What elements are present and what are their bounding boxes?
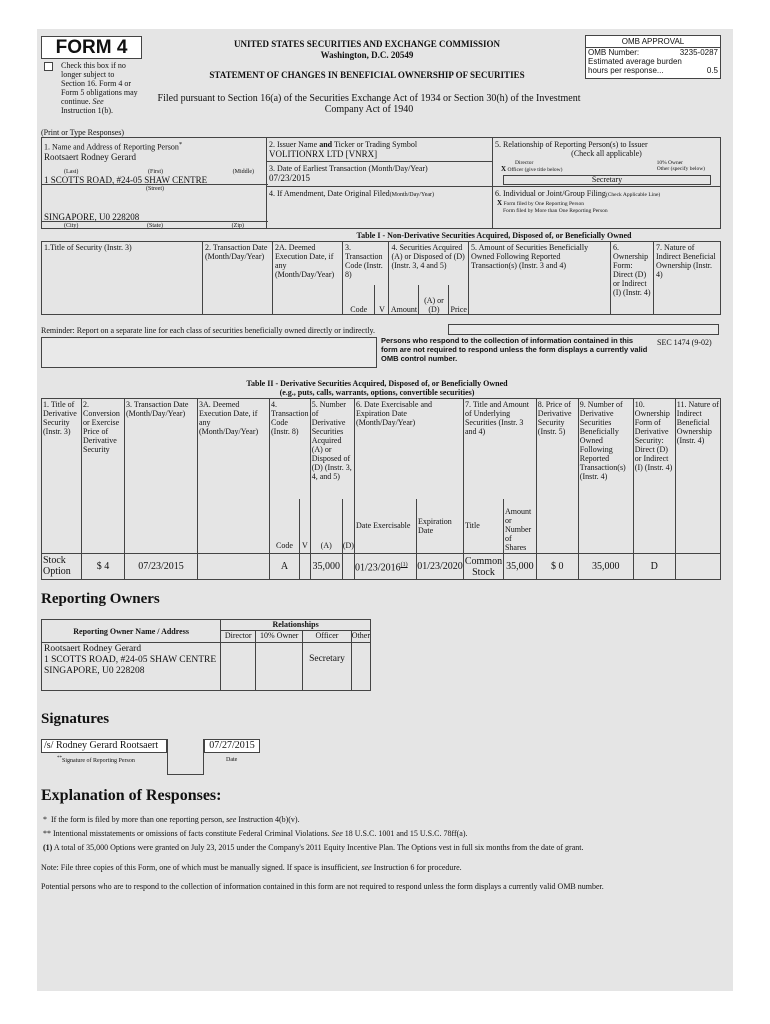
table2-title: Table II - Derivative Securities Acquired, Disposed of, or Beneficially Owned	[246, 379, 508, 388]
form-title-box	[41, 36, 142, 59]
signature-value: /s/ Rodney Gerard Rootsaert	[41, 739, 167, 753]
t1-amount: Amount	[389, 285, 419, 315]
t2-h9: 9. Number of Derivative Securities Beneficially Owned Following Reported Transaction(s) (Instr. 4)	[578, 399, 633, 554]
relationships-header: Relationships	[221, 620, 371, 631]
t1-col-date: 2. Transaction Date (Month/Day/Year)	[203, 242, 273, 315]
owner-name-header: Reporting Owner Name / Address	[42, 620, 221, 643]
t2-h10: 10. Ownership Form of Derivative Security: Direct (D) or Indirect (I) (Instr. 4)	[633, 399, 675, 554]
notice-left-box	[41, 337, 377, 368]
omb-hours-label: hours per response...	[588, 66, 664, 75]
t2-row-code: A	[270, 554, 300, 580]
street-label: (Street)	[146, 186, 164, 192]
footnote-1-link[interactable]: (1)	[400, 561, 408, 568]
box1-label: 1. Name and Address of Reporting Person	[44, 142, 179, 152]
t2-h6: 6. Date Exercisable and Expiration Date (Month/Day/Year)	[355, 399, 464, 499]
t2-h7: 7. Title and Amount of Underlying Securities (Instr. 3 and 4)	[463, 399, 536, 499]
owner-other-cell	[351, 643, 370, 691]
t2-h5: 5. Number of Derivative Securities Acquired (A) or Disposed of (D) (Instr. 3, 4, and 5)	[310, 399, 354, 499]
t1-col-code: 3. Transaction Code (Instr. 8)	[343, 242, 389, 285]
t2-row-owned: 35,000	[578, 554, 633, 580]
t1-col-acquired: 4. Securities Acquired (A) or Disposed of (D) (Instr. 3, 4 and 5)	[389, 242, 469, 285]
sec-code: SEC 1474 (9-02)	[657, 338, 712, 347]
no-longer-subject-checkbox[interactable]	[44, 62, 53, 71]
omb-burden-label: Estimated average burden	[588, 57, 682, 66]
officer-label: Officer (give title below)	[507, 167, 563, 173]
box6-one-person: Form filed by One Reporting Person	[503, 201, 584, 207]
city-label: (City)	[64, 223, 79, 229]
zip-label: (Zip)	[231, 223, 244, 229]
omb-title: OMB APPROVAL	[586, 36, 720, 48]
t2-row-title: Common Stock	[464, 555, 503, 578]
t2-h3a: 3A. Deemed Execution Date, if any (Month/Day/Year)	[198, 399, 270, 554]
box5	[493, 137, 721, 186]
t2-row-v	[300, 554, 311, 580]
t1-col-amount-owned: 5. Amount of Securities Beneficially Owned Following Reported Transaction(s) (Instr. 3 and 4)	[469, 242, 611, 315]
filed-pursuant: Filed pursuant to Section 16(a) of the Securities Exchange Act of 1934 or Section 30(h) of the Investment Company Act of 1940	[157, 93, 581, 115]
box6-label: 6. Individual or Joint/Group Filing	[495, 189, 606, 198]
box4-label: 4. If Amendment, Date Original Filed	[269, 189, 390, 198]
box6: 6. Individual or Joint/Group Filing(Check Applicable Line) X Form filed by One Reporting Person Form filed by More than One Reporting Person	[493, 186, 721, 229]
t2-sub-a: (A)	[310, 499, 342, 554]
t1-v: V	[375, 285, 389, 315]
table1-title: Table I - Non-Derivative Securities Acquired, Disposed of, or Beneficially Owned	[356, 231, 632, 240]
t2-h1: 1. Title of Derivative Security (Instr. 3)	[42, 399, 82, 554]
t2-sub-title: Title	[463, 499, 503, 554]
city-line: SINGAPORE, U0 228208	[44, 212, 140, 222]
potential-persons-text: Potential persons who are to respond to the collection of information contained in this form are not required to respond unless the form displays a currently valid OMB number.	[41, 882, 604, 891]
statement-title: STATEMENT OF CHANGES IN BENEFICIAL OWNERSHIP OF SECURITIES	[209, 70, 525, 80]
t2-sub-date-exercisable: Date Exercisable	[355, 499, 417, 554]
last-label: (Last)	[64, 169, 79, 175]
t2-h2: 2. Conversion or Exercise Price of Derivative Security	[82, 399, 125, 554]
footnote-star: * If the form is filed by more than one reporting person, see Instruction 4(b)(v).	[43, 815, 300, 824]
reporting-owners-heading: Reporting Owners	[41, 591, 160, 607]
t1-col-nature: 7. Nature of Indirect Beneficial Ownership (Instr. 4)	[654, 242, 721, 315]
footnote-1: (1) A total of 35,000 Options were granted on July 23, 2015 under the Company's 2011 Equity Incentive Plan. The Options vest in full six months from the date of grant.	[43, 843, 584, 852]
owner-director-cell	[221, 643, 256, 691]
agency-name: UNITED STATES SECURITIES AND EXCHANGE COMMISSION	[234, 39, 500, 49]
box2: 2. Issuer Name and Ticker or Trading Symbol VOLITIONRX LTD [VNRX]	[267, 137, 493, 161]
t2-h8: 8. Price of Derivative Security (Instr. 5)	[536, 399, 578, 554]
t2-h3: 3. Transaction Date (Month/Day/Year)	[125, 399, 198, 554]
officer-title: Secretary	[503, 175, 711, 185]
other-label: Other (specify below)	[656, 166, 705, 172]
street-address: 1 SCOTTS ROAD, #24-05 SHAW CENTRE	[44, 175, 208, 185]
table2-subtitle: (e.g., puts, calls, warrants, options, convertible securities)	[279, 388, 475, 397]
box6-more-persons: Form filed by More than One Reporting Person	[503, 208, 608, 214]
t2-row-expiration: 01/23/2020	[417, 554, 464, 580]
t1-aord: (A) or (D)	[419, 285, 449, 315]
owner-line1: Rootsaert Rodney Gerard	[44, 644, 142, 654]
omb-number-label: OMB Number:	[588, 48, 640, 57]
signatures-heading: Signatures	[41, 711, 110, 727]
check-box-label: Check this box if no longer subject to Section 16. Form 4 or Form 5 obligations may continue. See Instruction 1(b).	[61, 61, 138, 115]
t2-sub-d: (D)	[342, 499, 354, 554]
date-label: Date	[226, 757, 238, 763]
t1-price: Price	[449, 285, 469, 315]
ten-percent-owner-label: 10% Owner	[656, 160, 683, 166]
t2-row-d	[342, 554, 354, 580]
signature-date: 07/27/2015	[204, 739, 260, 753]
signature-spacer	[167, 739, 204, 775]
t2-sub-expiration: Expiration Date	[417, 499, 464, 554]
t1-code: Code	[343, 285, 375, 315]
box3-label: 3. Date of Earliest Transaction (Month/Day/Year)	[269, 164, 428, 173]
t2-h4: 4. Transaction Code (Instr. 8)	[270, 399, 311, 499]
first-label: (First)	[148, 169, 163, 175]
t2-sub-v: V	[300, 499, 311, 554]
reminder-text: Reminder: Report on a separate line for each class of securities beneficially owned directly or indirectly.	[41, 326, 376, 335]
footnote-double-star: ** Intentional misstatements or omissions of facts constitute Federal Criminal Violations. See 18 U.S.C. 1001 and 15 U.S.C. 78ff(a).	[43, 829, 468, 838]
t2-row-exercisable: 01/23/2016	[355, 562, 401, 574]
print-type: (Print or Type Responses)	[41, 128, 125, 137]
omb-hours: 0.5	[706, 66, 718, 75]
t2-sub-code: Code	[270, 499, 300, 554]
officer-mark: X	[501, 165, 507, 173]
owner-line3: SINGAPORE, U0 228208	[44, 666, 145, 676]
state-label: (State)	[147, 223, 163, 229]
form-title: FORM 4	[55, 37, 128, 58]
persons-notice: Persons who respond to the collection of information contained in this form are not required to respond unless the form displays a currently valid OMB control number.	[381, 336, 648, 363]
reminder-box	[448, 324, 719, 335]
table1	[41, 241, 721, 315]
t2-row-deemed	[198, 554, 270, 580]
t2-row-a: 35,000	[310, 554, 342, 580]
explanation-heading: Explanation of Responses:	[41, 787, 222, 804]
middle-label: (Middle)	[232, 169, 254, 175]
issuer-name: VOLITIONRX LTD [VNRX]	[269, 149, 378, 159]
box4: 4. If Amendment, Date Original Filed(Month/Day/Year)	[267, 186, 493, 229]
director-label: Director	[515, 160, 534, 166]
t1-col-deemed: 2A. Deemed Execution Date, if any (Month/Day/Year)	[273, 242, 343, 315]
t2-row-price: $ 4	[82, 554, 125, 580]
owner-10pct-header: 10% Owner	[256, 631, 303, 643]
t1-col-title: 1.Title of Security (Instr. 3)	[42, 242, 203, 315]
t1-col-ownership-form: 6. Ownership Form: Direct (D) or Indirect (I) (Instr. 4)	[611, 242, 654, 315]
t2-row-deriv-price: $ 0	[536, 554, 578, 580]
agency-city: Washington, D.C. 20549	[320, 50, 414, 60]
form-page	[37, 29, 733, 991]
owner-director-header: Director	[221, 631, 256, 643]
reporting-person-name: Rootsaert Rodney Gerard	[44, 151, 136, 162]
box3	[267, 161, 493, 186]
box5-sub: (Check all applicable)	[571, 149, 642, 158]
earliest-transaction-date: 07/23/2015	[269, 173, 311, 183]
box5-label: 5. Relationship of Reporting Person(s) to Issuer	[495, 140, 648, 149]
table2	[41, 398, 721, 580]
owner-officer-cell: Secretary	[303, 643, 352, 691]
signature-label: **Signature of Reporting Person	[57, 756, 135, 764]
owner-officer-header: Officer	[303, 631, 352, 643]
omb-box	[585, 35, 721, 79]
t2-row-security: Stock Option	[42, 554, 82, 580]
t2-sub-amount: Amount or Number of Shares	[503, 499, 536, 554]
owner-other-header: Other	[351, 631, 370, 643]
t2-row-nature	[675, 554, 720, 580]
omb-number: 3235-0287	[679, 48, 718, 57]
owner-10pct-cell	[256, 643, 303, 691]
t2-row-date: 07/23/2015	[125, 554, 198, 580]
t2-h11: 11. Nature of Indirect Beneficial Ownership (Instr. 4)	[675, 399, 720, 554]
note-text: Note: File three copies of this Form, one of which must be manually signed. If space is insufficient, see Instruction 6 for procedure.	[41, 863, 462, 872]
box6-one-mark: X	[497, 199, 503, 207]
reporting-owners-table	[41, 619, 371, 691]
owner-line2: 1 SCOTTS ROAD, #24-05 SHAW CENTRE	[44, 655, 217, 665]
t2-row-amount: 35,000	[503, 554, 536, 580]
box1: 1. Name and Address of Reporting Person* Rootsaert Rodney Gerard (Last) (First) (Middle) 1 SCOTTS ROAD, #24-05 SHAW CENTRE (Street) SINGAPORE, U0 228208 (City) (State) (Zip)	[41, 137, 267, 229]
t2-row-form: D	[633, 554, 675, 580]
